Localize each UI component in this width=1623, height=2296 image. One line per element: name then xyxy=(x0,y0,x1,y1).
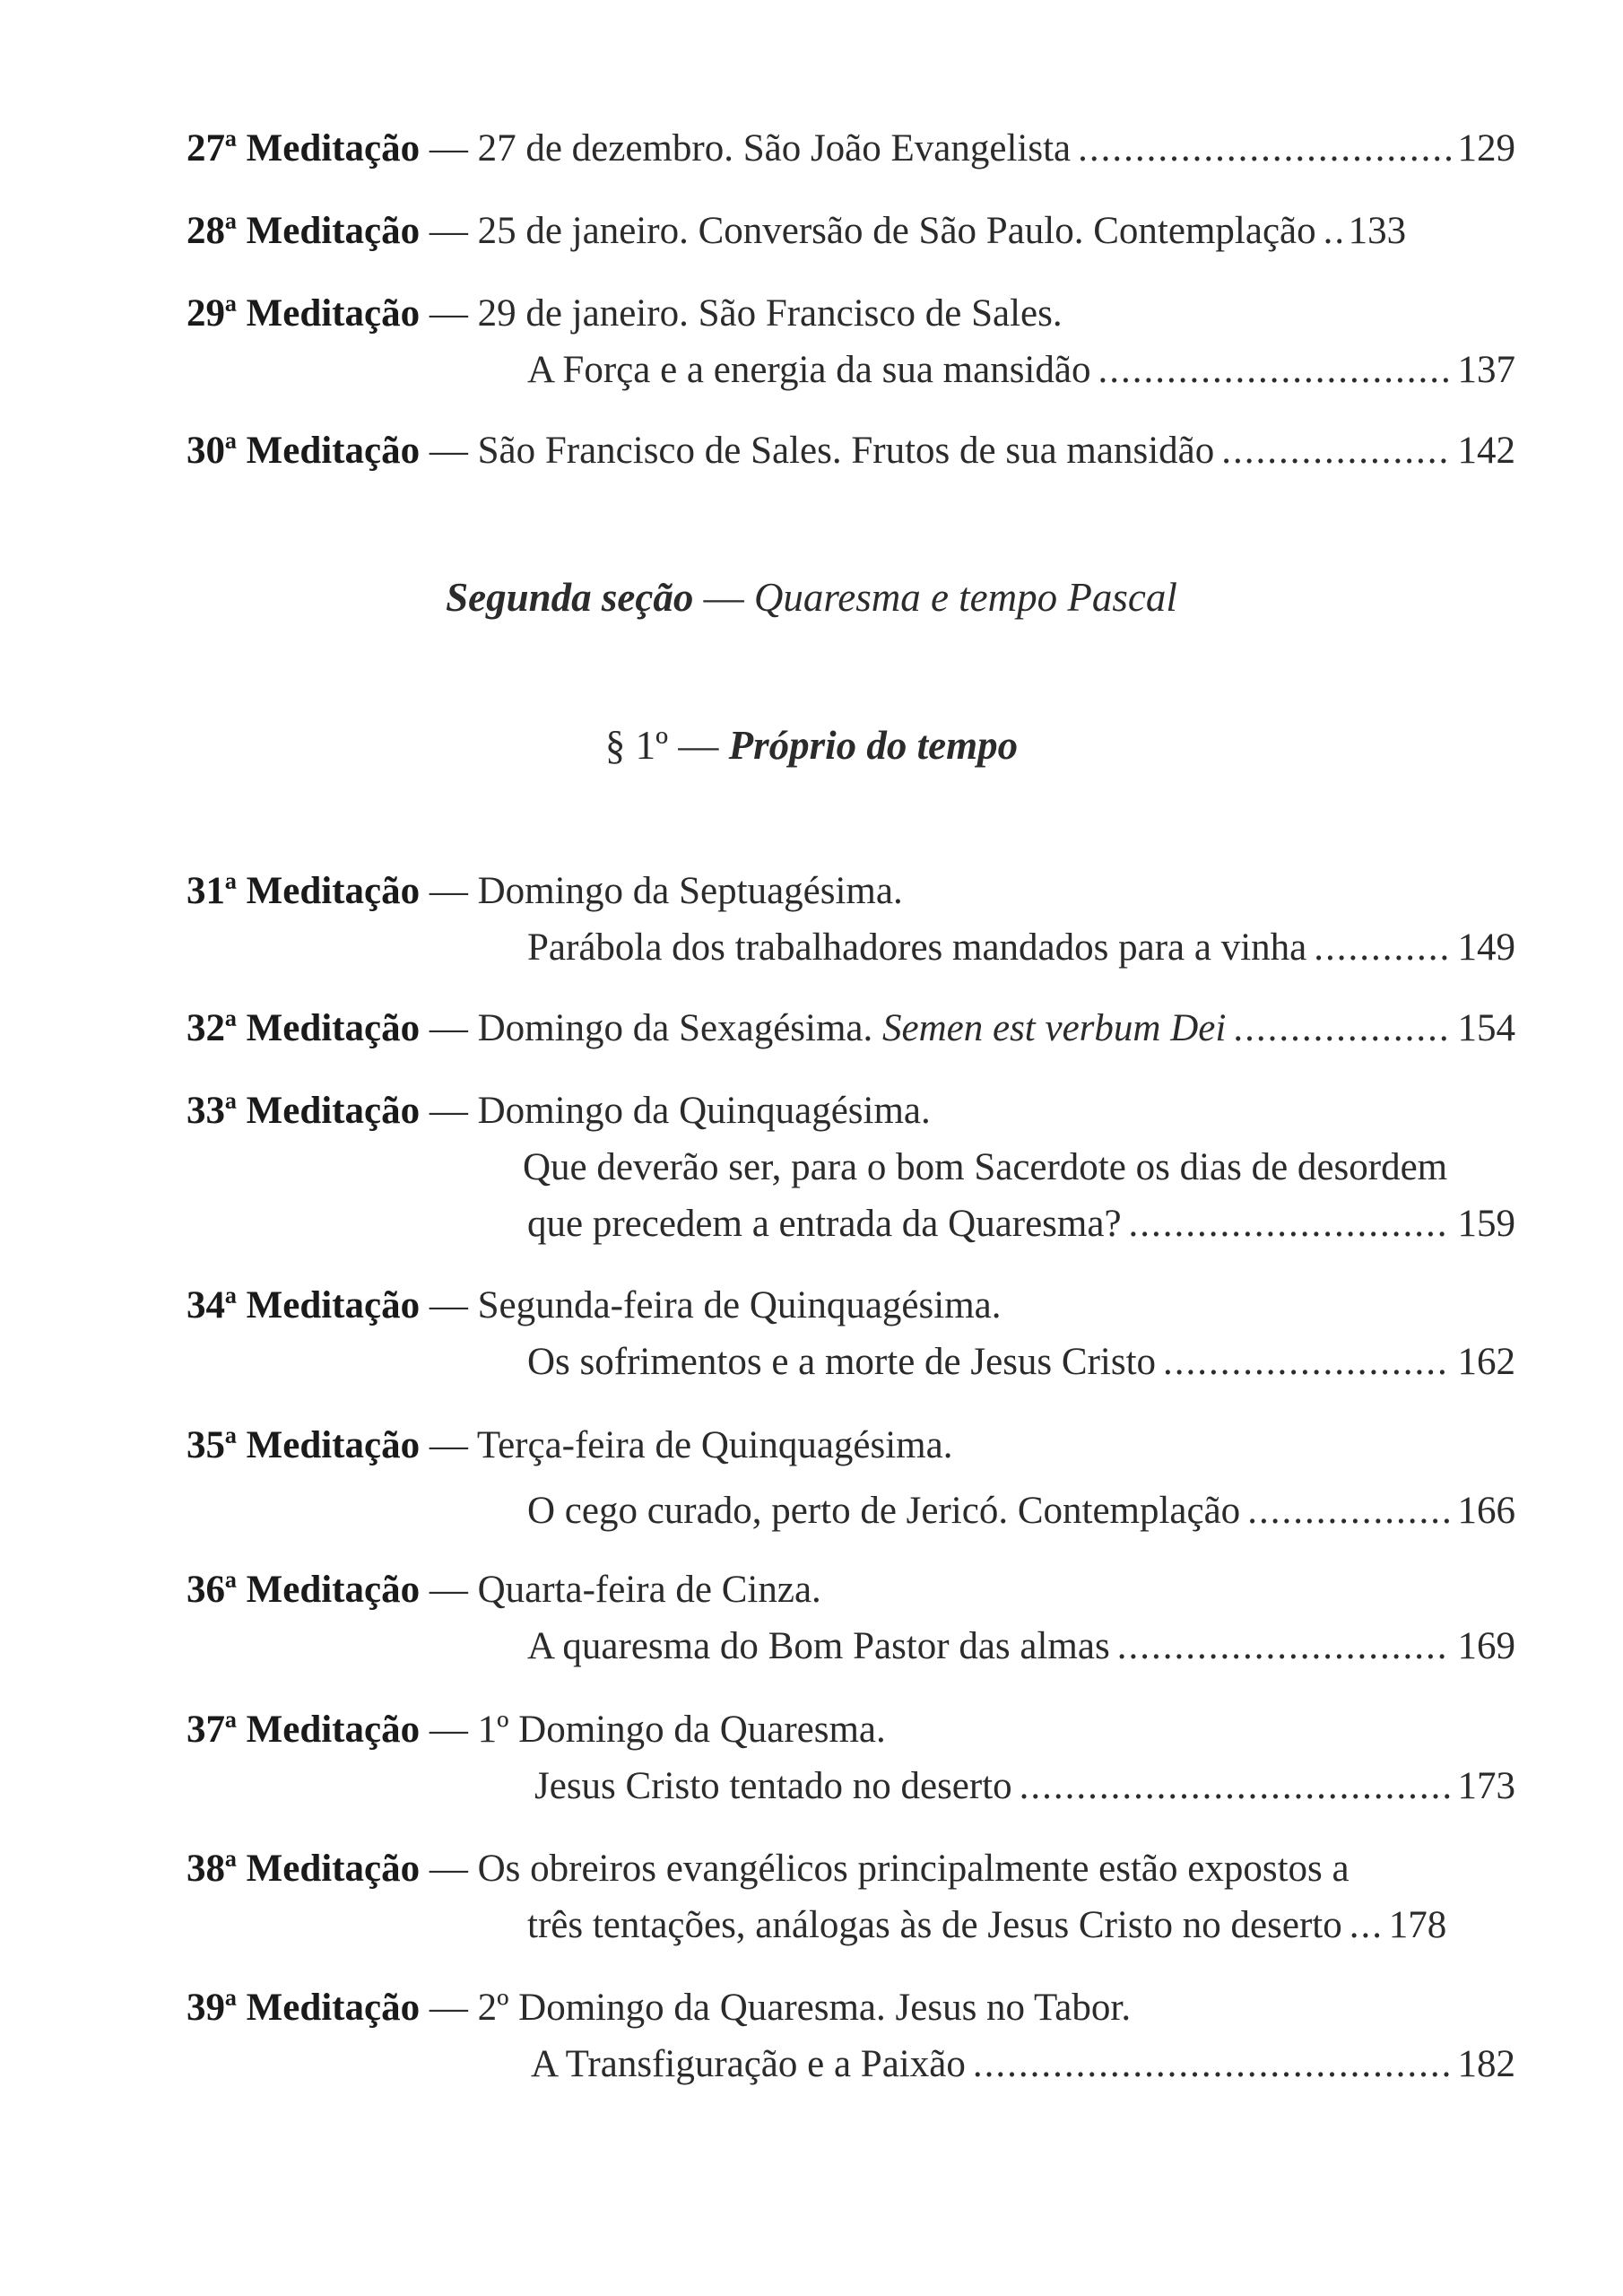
entry-label: 34ª Meditação xyxy=(187,1284,421,1326)
toc-line-text xyxy=(187,422,1214,479)
toc-entry-34 xyxy=(187,1277,1515,1390)
toc-line-text xyxy=(187,203,1316,259)
toc-entry-35 xyxy=(187,1417,1515,1539)
toc-line xyxy=(187,1417,1515,1474)
leader-dots xyxy=(1314,919,1450,976)
page-number: 182 xyxy=(1457,2043,1515,2085)
toc-line xyxy=(187,1000,1515,1057)
subsection-title: Próprio do tempo xyxy=(728,723,1019,768)
entry-subtitle: Que deverão ser, para o bom Sacerdote os dias de desordem xyxy=(523,1146,1448,1188)
toc-line xyxy=(187,1139,1515,1196)
entry-label: 27ª Meditação xyxy=(187,127,421,170)
toc-entry-38 xyxy=(187,1840,1515,1953)
entry-title: — Domingo da Quinquagésima. xyxy=(429,1090,931,1132)
entry-subtitle: A Força e a energia da sua mansidão xyxy=(527,349,1091,391)
toc-entry-27 xyxy=(187,120,1515,177)
page-number: 142 xyxy=(1457,430,1515,472)
toc-line xyxy=(187,919,1515,976)
entry-label: 33ª Meditação xyxy=(187,1090,421,1132)
section-dash: — xyxy=(703,575,744,620)
toc-entry-30 xyxy=(187,422,1515,479)
entry-subtitle: que precedem a entrada da Quaresma? xyxy=(527,1203,1122,1245)
toc-line xyxy=(187,342,1515,398)
leader-dots xyxy=(1020,1758,1451,1814)
entry-label: 32ª Meditação xyxy=(187,1007,421,1049)
page-number: 154 xyxy=(1457,1007,1515,1049)
toc-line xyxy=(187,422,1515,479)
entry-subtitle: Jesus Cristo tentado no deserto xyxy=(534,1765,1012,1807)
toc-entry-32 xyxy=(187,1000,1515,1057)
toc-line xyxy=(187,1561,1515,1618)
entry-latin-phrase: Semen est verbum Dei xyxy=(882,1007,1227,1049)
toc-line xyxy=(187,1979,1515,2036)
toc-line xyxy=(187,1758,1515,1814)
toc-line xyxy=(187,1897,1515,1953)
toc-line xyxy=(187,1277,1515,1334)
toc-line xyxy=(187,203,1515,259)
section-subtitle: Quaresma e tempo Pascal xyxy=(753,575,1177,620)
section-title: Segunda seção xyxy=(446,575,694,620)
entry-title: — Domingo da Sexagésima. xyxy=(429,1007,873,1049)
entry-label: 31ª Meditação xyxy=(187,870,421,912)
page-number: 133 xyxy=(1348,210,1407,252)
toc-line-text xyxy=(187,1000,1226,1057)
page-number: 159 xyxy=(1457,1203,1515,1245)
toc-entry-28 xyxy=(187,203,1515,259)
page-number: 173 xyxy=(1457,1765,1515,1807)
leader-dots xyxy=(1350,1897,1382,1953)
entry-label: 28ª Meditação xyxy=(187,210,421,252)
page-number: 129 xyxy=(1457,127,1515,170)
leader-dots xyxy=(1163,1334,1450,1390)
entry-label: 38ª Meditação xyxy=(187,1848,421,1890)
entry-subtitle: A quaresma do Bom Pastor das almas xyxy=(527,1625,1110,1667)
leader-dots xyxy=(973,2036,1451,2092)
page-number: 178 xyxy=(1388,1904,1447,1946)
entry-label: 35ª Meditação xyxy=(187,1424,421,1466)
toc-entry-33 xyxy=(187,1083,1515,1252)
toc-line-text xyxy=(187,120,1071,177)
entry-subtitle: O cego curado, perto de Jericó. Contemplação xyxy=(527,1490,1241,1532)
entry-title: — 25 de janeiro. Conversão de São Paulo. Contemplação xyxy=(429,210,1316,252)
leader-dots xyxy=(1324,203,1341,259)
toc-line xyxy=(187,1334,1515,1390)
page-number: 162 xyxy=(1457,1341,1515,1383)
entry-title: — São Francisco de Sales. Frutos de sua mansidão xyxy=(429,430,1215,472)
entry-title: — Terça-feira de Quinquagésima. xyxy=(429,1424,953,1466)
toc-entry-29 xyxy=(187,285,1515,398)
entry-title: — 1º Domingo da Quaresma. xyxy=(429,1709,886,1751)
entry-subtitle: A Transfiguração e a Paixão xyxy=(531,2043,966,2085)
toc-line xyxy=(187,1618,1515,1674)
entry-title: — 2º Domingo da Quaresma. Jesus no Tabor. xyxy=(429,1987,1132,2029)
entry-title: — 29 de janeiro. São Francisco de Sales. xyxy=(429,292,1063,335)
entry-label: 39ª Meditação xyxy=(187,1987,421,2029)
subsection-symbol: § 1º xyxy=(604,723,669,768)
toc-entry-37 xyxy=(187,1701,1515,1814)
toc-entry-36 xyxy=(187,1561,1515,1674)
leader-dots xyxy=(1117,1618,1451,1674)
entry-title: — Domingo da Septuagésima. xyxy=(429,870,903,912)
subsection-dash: — xyxy=(678,723,719,768)
toc-line xyxy=(187,1701,1515,1758)
leader-dots xyxy=(1221,422,1450,479)
leader-dots xyxy=(1098,342,1450,398)
leader-dots xyxy=(1247,1483,1450,1539)
toc-entry-39 xyxy=(187,1979,1515,2092)
page-number: 169 xyxy=(1457,1625,1515,1667)
entry-label: 37ª Meditação xyxy=(187,1709,421,1751)
toc-line xyxy=(187,1196,1515,1252)
entry-label: 36ª Meditação xyxy=(187,1569,421,1611)
toc-line xyxy=(187,285,1515,342)
leader-dots xyxy=(1129,1196,1451,1252)
leader-dots xyxy=(1078,120,1450,177)
toc-line xyxy=(187,1083,1515,1139)
entry-title: — 27 de dezembro. São João Evangelista xyxy=(429,127,1072,170)
toc-line xyxy=(187,1483,1515,1539)
entry-title: — Quarta-feira de Cinza. xyxy=(429,1569,821,1611)
toc-line xyxy=(187,2036,1515,2092)
entry-label: 30ª Meditação xyxy=(187,430,421,472)
toc-entry-31 xyxy=(187,863,1515,976)
page-number: 149 xyxy=(1457,926,1515,969)
entry-subtitle: Parábola dos trabalhadores mandados para a vinha xyxy=(527,926,1307,969)
entry-title: — Segunda-feira de Quinquagésima. xyxy=(429,1284,1002,1326)
section-heading xyxy=(0,570,1623,626)
toc-line xyxy=(187,863,1515,919)
entry-subtitle: Os sofrimentos e a morte de Jesus Cristo xyxy=(527,1341,1157,1383)
toc-line xyxy=(187,1840,1515,1897)
page-number: 137 xyxy=(1457,349,1515,391)
entry-title: — Os obreiros evangélicos principalmente estão expostos a xyxy=(429,1848,1350,1890)
toc-line xyxy=(187,120,1515,177)
entry-label: 29ª Meditação xyxy=(187,292,421,335)
subsection-heading xyxy=(0,718,1623,774)
leader-dots xyxy=(1233,1000,1450,1057)
page-number: 166 xyxy=(1457,1490,1515,1532)
entry-subtitle: três tentações, análogas às de Jesus Cristo no deserto xyxy=(527,1904,1342,1946)
